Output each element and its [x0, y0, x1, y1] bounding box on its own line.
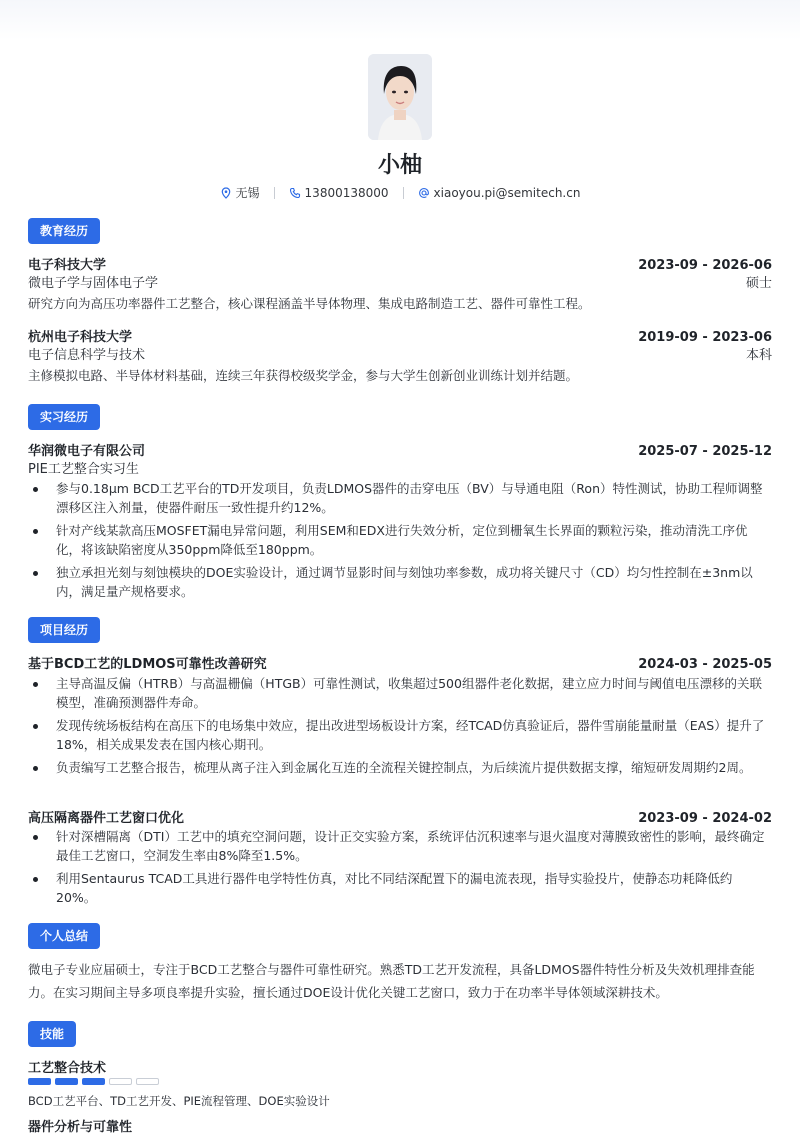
- list-item: 利用Sentaurus TCAD工具进行器件电学特性仿真，对比不同结深配置下的漏电流表现，指导实验投片，使静态功耗降低约20%。: [28, 869, 772, 907]
- edu-1-degree: 硕士: [745, 276, 772, 291]
- list-item: 主导高温反偏（HTRB）与高温栅偏（HTGB）可靠性测试，收集超过500组器件老化数据，建立应力时间与阈值电压漂移的关联模型，准确预测器件寿命。: [28, 674, 772, 712]
- divider: [403, 187, 404, 199]
- list-item: 发现传统场板结构在高压下的电场集中效应，提出改进型场板设计方案，经TCAD仿真验证后，器件雪崩能量耐量（EAS）提升了18%，相关成果发表在国内核心期刊。: [28, 716, 772, 754]
- edu-2-desc: 主修模拟电路、半导体材料基础，连续三年获得校级奖学金，参与大学生创新创业训练计划并结题。: [28, 368, 579, 383]
- internship-bullets: [28, 479, 772, 605]
- skill-1-level-meter: [28, 1078, 159, 1085]
- contact-location: [220, 184, 260, 201]
- list-item: 独立承担光刻与刻蚀模块的DOE实验设计，通过调节显影时间与刻蚀功率参数，成功将关键尺寸（CD）均匀性控制在±3nm以内，满足量产规格要求。: [28, 563, 772, 601]
- contact-phone: [289, 186, 389, 200]
- project-1-bullets: [28, 674, 772, 781]
- divider: [274, 187, 275, 199]
- phone-icon: [289, 187, 301, 199]
- edu-1-school: 电子科技大学: [28, 258, 107, 273]
- list-item: 针对深槽隔离（DTI）工艺中的填充空洞问题，设计正交实验方案，系统评估沉积速率与退火温度对薄膜致密性的影响，最终确定最佳工艺窗口，空洞发生率由8%降至1.5%。: [28, 827, 772, 865]
- project-2-dates: 2023-09 - 2024-02: [638, 811, 772, 826]
- project-1-header: [28, 653, 772, 672]
- skill-level-empty: [109, 1078, 132, 1085]
- edu-2-major: 电子信息科学与技术: [28, 348, 146, 363]
- edu-1-header: [28, 254, 772, 273]
- project-2-name: 高压隔离器件工艺窗口优化: [28, 811, 185, 826]
- edu-1-sub: [28, 272, 772, 291]
- edu-1-desc: 研究方向为高压功率器件工艺整合，核心课程涵盖半导体物理、集成电路制造工艺、器件可靠性工程。: [28, 296, 591, 311]
- skill-1-desc: BCD工艺平台、TD工艺开发、PIE流程管理、DOE实验设计: [28, 1094, 330, 1108]
- internship-dates: 2025-07 - 2025-12: [638, 444, 772, 459]
- skill-2-header: [28, 1116, 772, 1135]
- project-1-dates: 2024-03 - 2025-05: [638, 657, 772, 672]
- location-pin-icon: [220, 187, 232, 199]
- list-item: 参与0.18μm BCD工艺平台的TD开发项目，负责LDMOS器件的击穿电压（BV）与导通电阻（Ron）特性测试，协助工程师调整漂移区注入剂量，使器件耐压一致性提升约12%。: [28, 479, 772, 517]
- skill-level-filled: [82, 1078, 105, 1085]
- section-summary-title: 个人总结: [28, 923, 100, 949]
- project-1-name: 基于BCD工艺的LDMOS可靠性改善研究: [28, 657, 267, 672]
- edu-2-degree: 本科: [745, 348, 772, 363]
- section-skills-title: 技能: [28, 1021, 76, 1047]
- section-internship-title: 实习经历: [28, 404, 100, 430]
- edu-1-dates: 2023-09 - 2026-06: [638, 258, 772, 273]
- contact-bar: [0, 184, 800, 201]
- list-item: 负责编写工艺整合报告，梳理从离子注入到金属化互连的全流程关键控制点，为后续流片提供数据支撑，缩短研发周期约2周。: [28, 758, 772, 777]
- phone-text: 13800138000: [304, 185, 389, 200]
- email-link[interactable]: xiaoyou.pi@semitech.cn: [433, 185, 581, 200]
- section-education-title: 教育经历: [28, 218, 100, 244]
- list-item: 针对产线某款高压MOSFET漏电异常问题，利用SEM和EDX进行失效分析，定位到栅氧生长界面的颗粒污染，推动清洗工序优化，将该缺陷密度从350ppm降低至180ppm。: [28, 521, 772, 559]
- edu-2-school: 杭州电子科技大学: [28, 330, 133, 345]
- location-text: 无锡: [235, 186, 260, 200]
- skill-level-filled: [55, 1078, 78, 1085]
- candidate-name: 小柚: [377, 153, 422, 178]
- internship-sub: [28, 458, 772, 477]
- skill-level-empty: [136, 1078, 159, 1085]
- edu-1-major: 微电子学与固体电子学: [28, 276, 159, 291]
- summary-text: 微电子专业应届硕士，专注于BCD工艺整合与器件可靠性研究。熟悉TD工艺开发流程，具备LDMOS器件特性分析及失效机理排查能力。在实习期间主导多项良率提升实验，擅长通过DOE设计优化关键工艺窗口，致力于在功率半导体领域深耕技术。: [28, 962, 755, 1000]
- at-sign-icon: [418, 187, 430, 199]
- contact-email: [418, 186, 581, 200]
- internship-role: PIE工艺整合实习生: [28, 462, 139, 477]
- internship-header: [28, 440, 772, 459]
- section-projects-title: 项目经历: [28, 617, 100, 643]
- skill-1-name: 工艺整合技术: [28, 1061, 107, 1076]
- edu-2-sub: [28, 344, 772, 363]
- avatar: [368, 54, 432, 140]
- project-2-bullets: [28, 827, 772, 911]
- edu-2-dates: 2019-09 - 2023-06: [638, 330, 772, 345]
- skill-1-header: [28, 1057, 772, 1076]
- project-2-header: [28, 807, 772, 826]
- internship-company: 华润微电子有限公司: [28, 444, 146, 459]
- skill-level-filled: [28, 1078, 51, 1085]
- edu-2-header: [28, 326, 772, 345]
- skill-2-name: 器件分析与可靠性: [28, 1120, 133, 1135]
